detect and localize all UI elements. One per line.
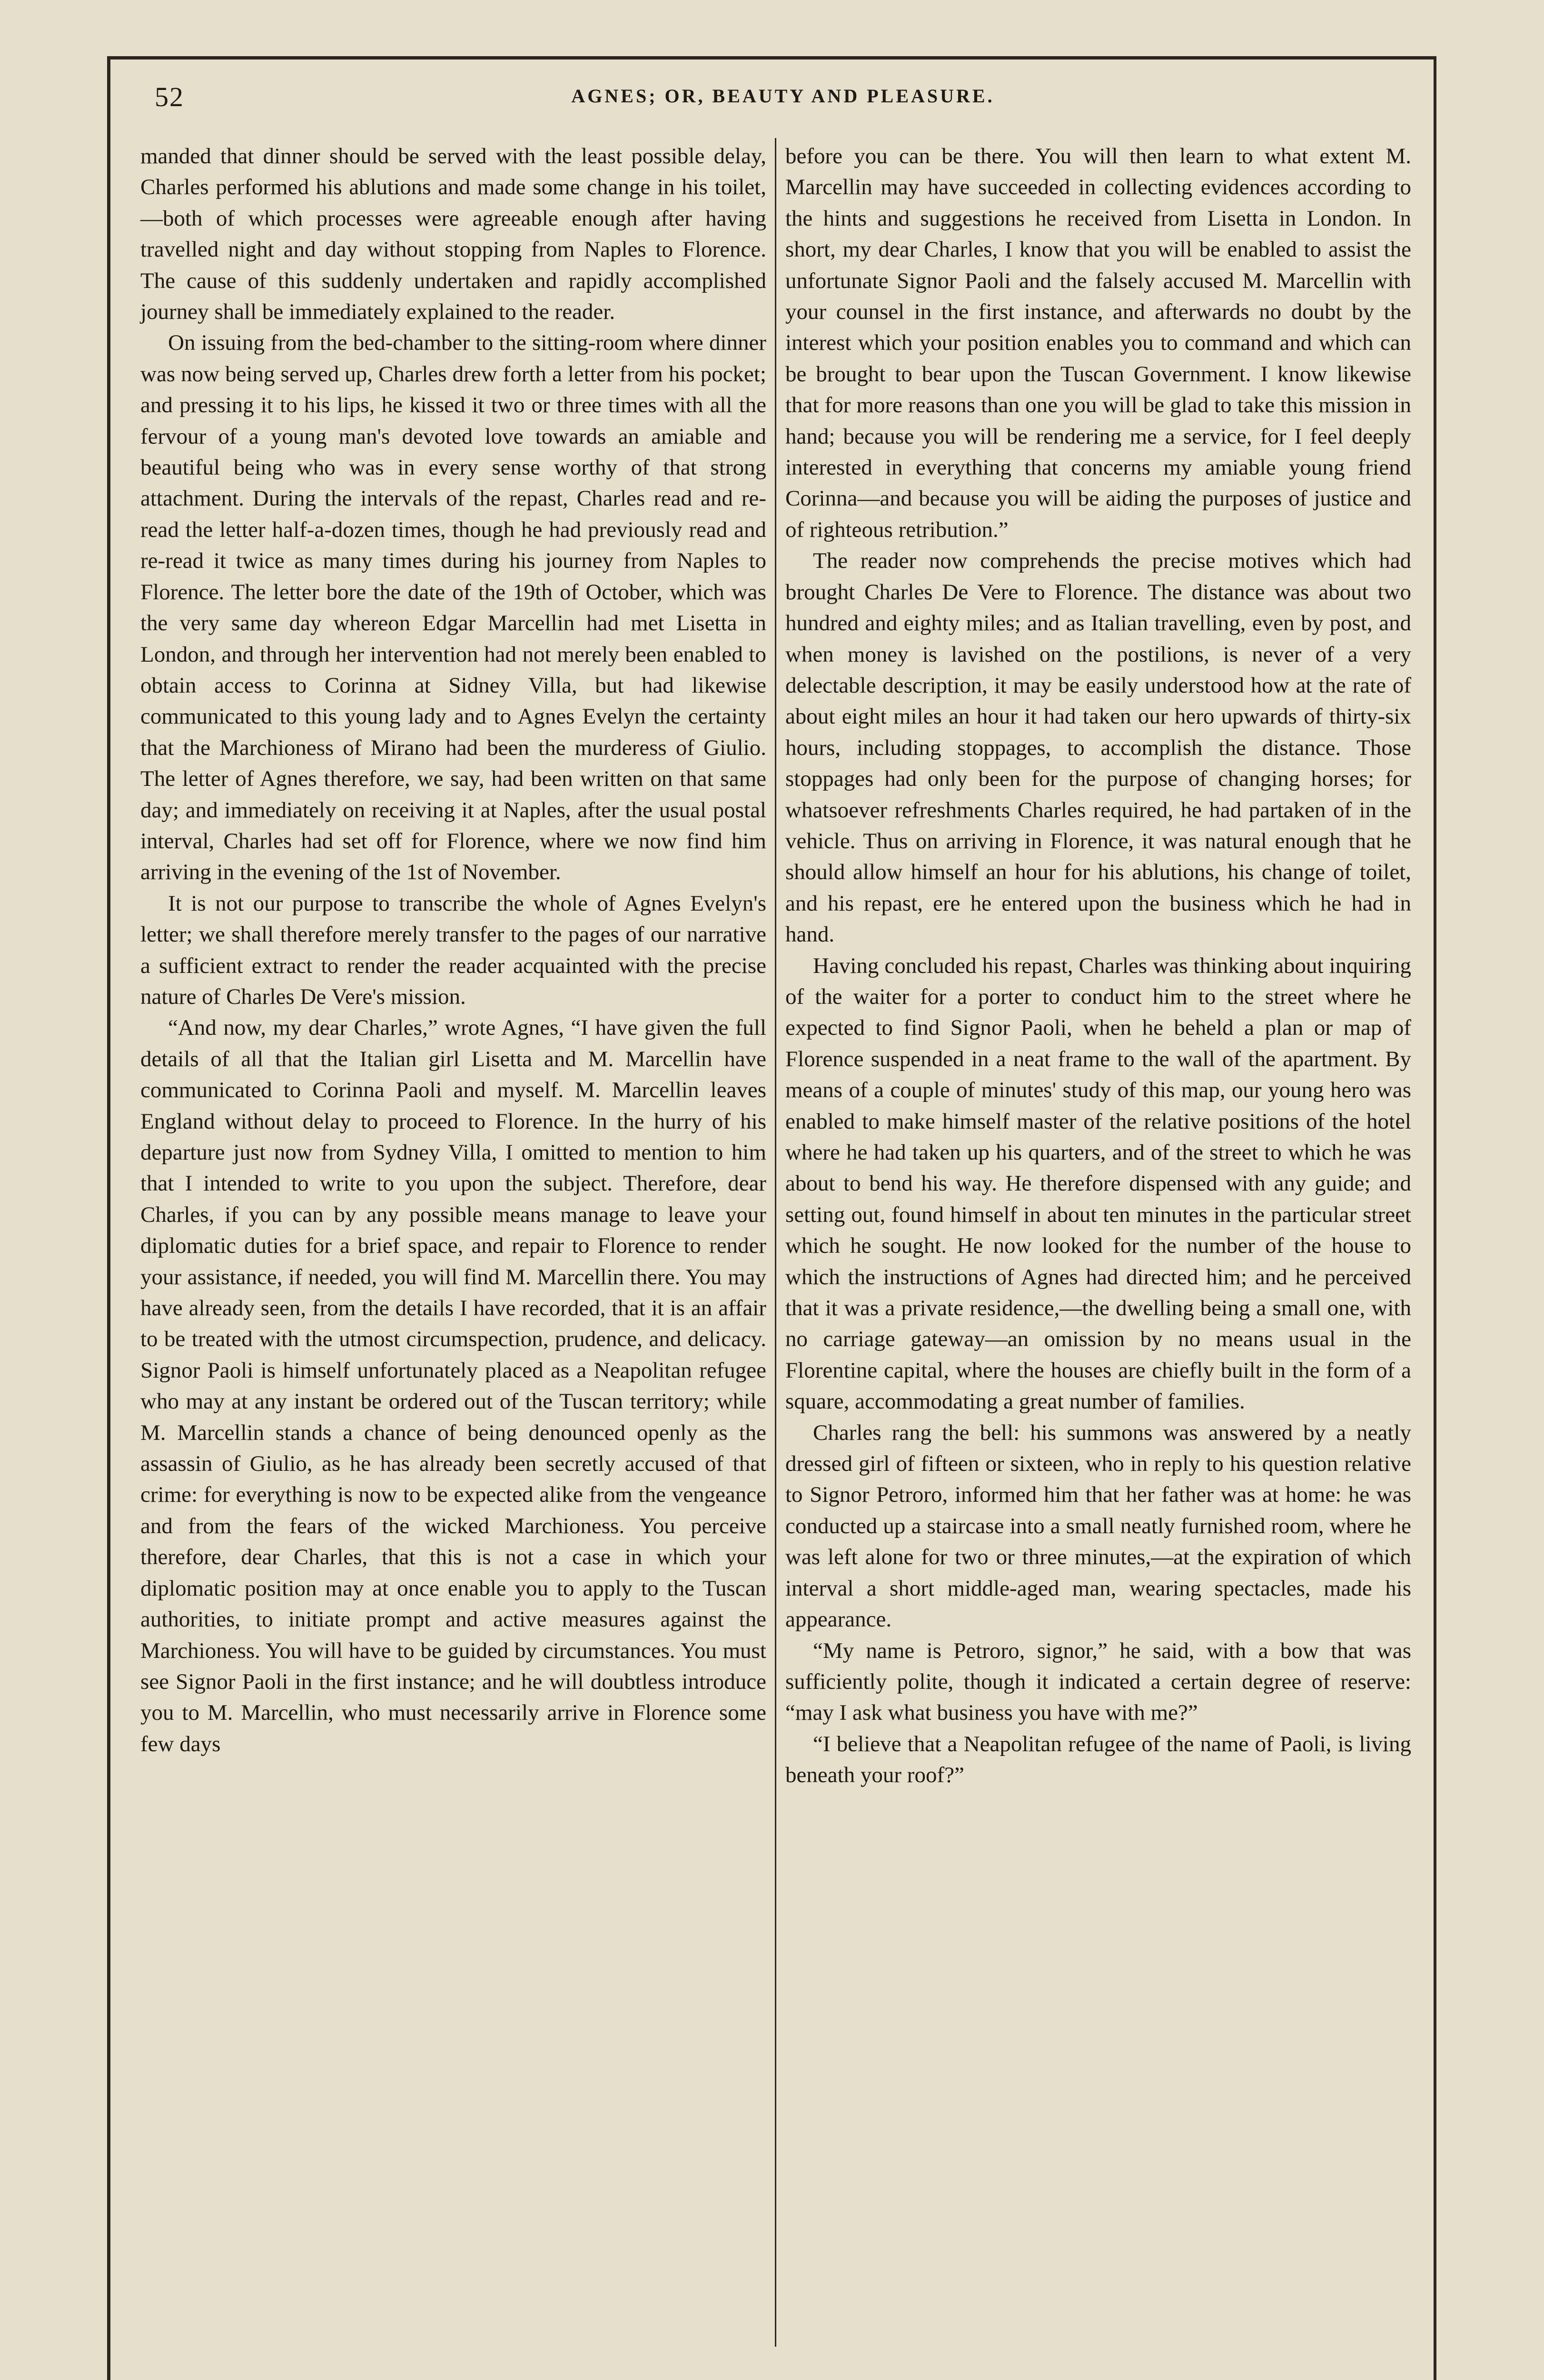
paragraph: “I believe that a Neapolitan refugee of the name of Paoli, is living beneath your roof?” <box>785 1731 1411 1788</box>
frame-top-rule <box>107 56 1435 60</box>
paragraph: The reader now comprehends the precise motives which had brought Charles De Vere to Florence. The distance was about two hundred and eighty miles; and as Italian travelling, even by post, and when money is lavished on the postilions, is never of a very delectable description, it may be easily understood how at the rate of about eight miles an hour it had taken our hero upwards of thirty-six hours, including stoppages, to accomplish the distance. Those stoppages had only been for the purpose of changing horses; for whatsoever refreshments Charles required, he had partaken of in the vehicle. Thus on arriving in Florence, it was natural enough that he should allow himself an hour for his ablutions, his change of toilet, and his repast, ere he entered upon the business which he had in hand. <box>785 548 1411 947</box>
frame-right-rule <box>1434 56 1436 2380</box>
paragraph: Charles rang the bell: his summons was answered by a neatly dressed girl of fifteen or sixteen, who in reply to his question relative to Signor Petroro, informed him that her father was at home: he was conducted up a staircase into a small neatly furnished room, where he was left alone for two or three minutes,—at the expiration of which interval a short middle-aged man, wearing spectacles, made his appearance. <box>785 1420 1411 1632</box>
page-header <box>155 81 1411 129</box>
paragraph: On issuing from the bed-chamber to the sitting-room where dinner was now being served up, Charles drew forth a letter from his pocket; and pressing it to his lips, he kissed it two or three times with all the fervour of a young man's devoted love towards an amiable and beautiful being who was in every sense worthy of that strong attachment. During the intervals of the repast, Charles read and re-read the letter half-a-dozen times, though he had previously read and re-read it twice as many times during his journey from Naples to Florence. The letter bore the date of the 19th of October, which was the very same day whereon Edgar Marcellin had met Lisetta in London, and through her intervention had not merely been enabled to obtain access to Corinna at Sidney Villa, but had likewise communicated to this young lady and to Agnes Evelyn the certainty that the Marchioness of Mirano had been the murderess of Giulio. The letter of Agnes therefore, we say, had been written on that same day; and immediately on receiving it at Naples, after the usual postal interval, Charles had set off for Florence, where we now find him arriving in the evening of the 1st of November. <box>140 330 766 885</box>
right-column <box>785 141 1411 2202</box>
paragraph: “And now, my dear Charles,” wrote Agnes, “I have given the full details of all that the Italian girl Lisetta and M. Marcellin have communicated to Corinna Paoli and myself. M. Marcellin leaves England without delay to proceed to Florence. In the hurry of his departure just now from Sydney Villa, I omitted to mention to him that I intended to write to you upon the subject. Therefore, dear Charles, if you can by any possible means manage to leave your diplomatic duties for a brief space, and repair to Florence to render your assistance, if needed, you will find M. Marcellin there. You may have already seen, from the details I have recorded, that it is an affair to be treated with the utmost circumspection, prudence, and delicacy. Signor Paoli is himself unfortunately placed as a Neapolitan refugee who may at any instant be ordered out of the Tuscan territory; while M. Marcellin stands a chance of being denounced openly as the assassin of Giulio, as he has already been secretly accused of that crime: for everything is now to be expected alike from the vengeance and from the fears of the wicked Marchioness. You perceive therefore, dear Charles, that this is not a case in which your diplomatic position may at once enable you to apply to the Tuscan authorities, to initiate prompt and active measures against the Marchioness. You will have to be guided by circumstances. You must see Signor Paoli in the first instance; and he will doubtless introduce you to M. Marcellin, who must necessarily arrive in Florence some few days <box>140 1015 766 1756</box>
paragraph: manded that dinner should be served with the least possible delay, Charles performed his ablutions and made some change in his toilet,—both of which processes were agreeable enough after having travelled night and day without stopping from Naples to Florence. The cause of this suddenly undertaken and rapidly accomplished journey shall be immediately explained to the reader. <box>140 144 766 325</box>
paragraph: before you can be there. You will then learn to what extent M. Marcellin may have succeeded in collecting evidences according to the hints and suggestions he received from Lisetta in London. In short, my dear Charles, I know that you will be enabled to assist the unfortunate Signor Paoli and the falsely accused M. Marcellin with your counsel in the first instance, and afterwards no doubt by the interest which your position enables you to command and which can be brought to bear upon the Tuscan Government. I know likewise that for more reasons than one you will be glad to take this mission in hand; because you will be rendering me a service, for I feel deeply interested in everything that concerns my amiable young friend Corinna—and because you will be aiding the purposes of justice and of righteous retribution.” <box>785 144 1411 542</box>
paragraph: Having concluded his repast, Charles was thinking about inquiring of the waiter for a porter to conduct him to the street where he expected to find Signor Paoli, when he beheld a plan or map of Florence suspended in a neat frame to the wall of the apartment. By means of a couple of minutes' study of this map, our young hero was enabled to make himself master of the relative positions of the hotel where he had taken up his quarters, and of the street to which he was about to bend his way. He therefore dispensed with any guide; and setting out, found himself in about ten minutes in the particular street which he sought. He now looked for the number of the house to which the instructions of Agnes had directed him; and he perceived that it was a private residence,—the dwelling being a small one, with no carriage gateway—an omission by no means usual in the Florentine capital, where the houses are chiefly built in the form of a square, accommodating a great number of families. <box>785 953 1411 1414</box>
paragraph: It is not our purpose to transcribe the whole of Agnes Evelyn's letter; we shall therefore merely transfer to the pages of our narrative a sufficient extract to render the reader acquainted with the precise nature of Charles De Vere's mission. <box>140 891 766 1009</box>
frame-left-rule <box>107 56 110 2380</box>
left-column <box>140 141 766 2202</box>
page-number: 52 <box>155 81 184 112</box>
paragraph: “My name is Petroro, signor,” he said, with a bow that was sufficiently polite, though it indicated a certain degree of reserve: “may I ask what business you have with me?” <box>785 1638 1411 1726</box>
column-divider <box>775 138 776 2347</box>
running-title: AGNES; OR, BEAUTY AND PLEASURE. <box>571 85 995 107</box>
